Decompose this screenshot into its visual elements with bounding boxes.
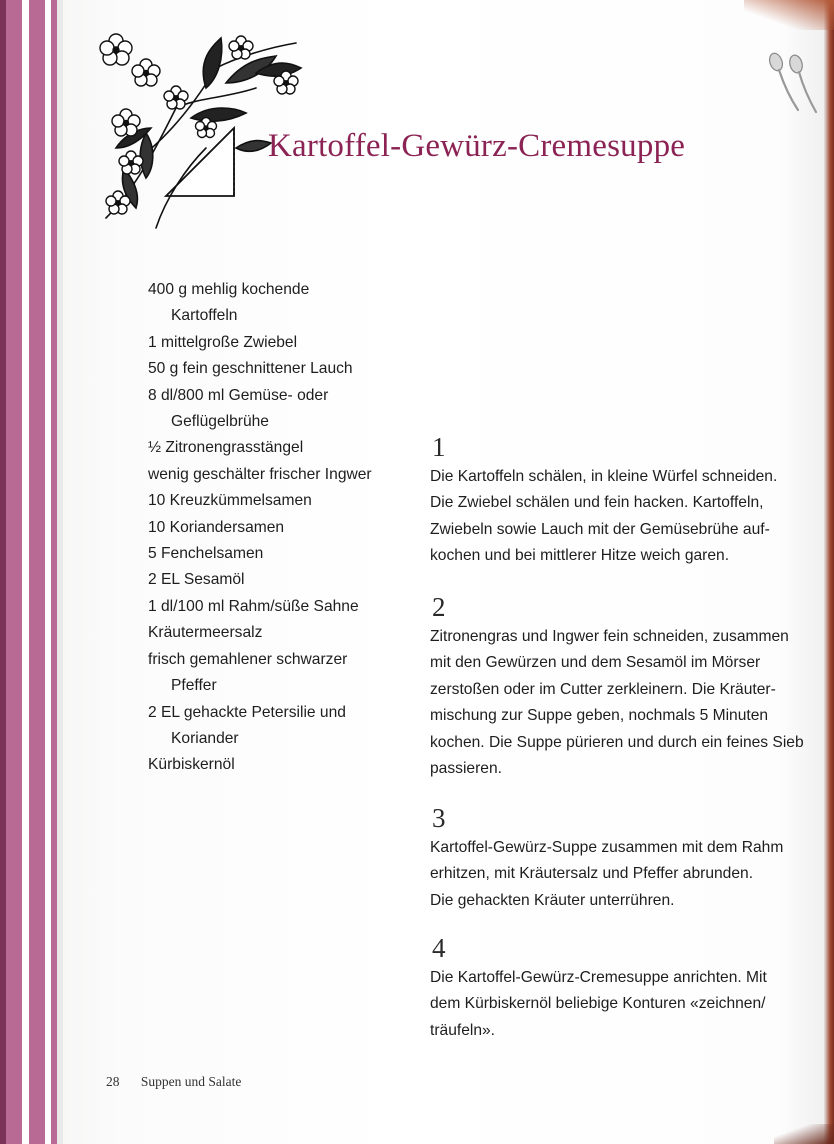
step-line: Zwiebeln sowie Lauch mit der Gemüsebrühe auf- — [430, 520, 770, 538]
step-line: mischung zur Suppe geben, nochmals 5 Minuten — [430, 707, 769, 725]
ingredient-line: 1 mittelgroße Zwiebel — [148, 333, 298, 351]
stripe-decoration — [6, 0, 22, 1144]
ingredient-item — [148, 330, 448, 356]
step-line: mit den Gewürzen und dem Sesamöl im Mörser — [430, 654, 761, 672]
book-cover-corner — [774, 1124, 834, 1144]
book-cover-corner — [744, 0, 834, 30]
step-number: 4 — [432, 933, 446, 963]
ingredient-line: frisch gemahlener schwarzer — [148, 650, 348, 668]
step-text — [430, 835, 810, 914]
book-cover-edge — [824, 0, 834, 1144]
ingredient-line: Kräutermeersalz — [148, 624, 263, 642]
step-line: Die Kartoffel-Gewürz-Cremesuppe anrichten. Mit — [430, 969, 767, 986]
ingredient-item — [148, 567, 448, 593]
step-line: Die Zwiebel schälen und fein hacken. Kartoffeln, — [430, 494, 764, 512]
spoons-icon — [760, 50, 830, 120]
ingredient-line: 2 EL gehackte Petersilie und — [148, 703, 346, 721]
step-number: 2 — [432, 592, 446, 622]
ingredient-line-continued: Geflügelbrühe — [171, 413, 269, 431]
ingredient-item — [148, 435, 448, 461]
ingredient-item — [148, 620, 448, 646]
step-line: dem Kürbiskernöl beliebige Konturen «zeichnen/ — [430, 995, 766, 1013]
step-line: Zitronengras und Ingwer fein schneiden, zusammen — [430, 628, 789, 645]
step-text — [430, 965, 810, 1044]
ingredient-line-continued: Koriander — [171, 729, 239, 747]
ingredient-line: 50 g fein geschnittener Lauch — [148, 360, 353, 378]
recipe-title: Kartoffel-Gewürz-Cremesuppe — [268, 128, 686, 164]
ingredient-item — [148, 647, 448, 700]
ingredient-line: wenig geschälter frischer Ingwer — [148, 465, 372, 483]
ingredient-line: ½ Zitronengrasstängel — [148, 439, 304, 457]
step-line: Die Kartoffeln schälen, in kleine Würfel schneiden. — [430, 468, 778, 485]
ingredient-line-continued: Kartoffeln — [171, 307, 238, 325]
ingredient-line: 10 Koriandersamen — [148, 518, 285, 536]
step-line: träufeln». — [430, 1021, 496, 1039]
ingredient-item — [148, 462, 448, 488]
step-text — [430, 464, 810, 570]
ingredient-line-continued: Pfeffer — [171, 677, 217, 695]
page-number: 28 — [106, 1074, 120, 1089]
step-line: Die gehackten Kräuter unterrühren. — [430, 891, 675, 909]
ingredient-item — [148, 594, 448, 620]
ingredient-line: 1 dl/100 ml Rahm/süße Sahne — [148, 597, 359, 615]
ingredient-line: 400 g mehlig kochende — [148, 281, 310, 298]
ingredient-item — [148, 541, 448, 567]
ingredient-item — [148, 752, 448, 778]
ingredient-line: Kürbiskernöl — [148, 756, 235, 774]
page-gutter — [57, 0, 63, 1144]
ingredient-line: 5 Fenchelsamen — [148, 545, 264, 563]
step-line: passieren. — [430, 760, 502, 778]
step-text — [430, 624, 810, 782]
ingredient-item — [148, 515, 448, 541]
section-name: Suppen und Salate — [140, 1074, 242, 1089]
page-footer — [106, 1074, 241, 1090]
ingredient-item — [148, 277, 448, 330]
stripe-decoration — [29, 0, 45, 1144]
ingredient-item — [148, 356, 448, 382]
step-line: Kartoffel-Gewürz-Suppe zusammen mit dem Rahm — [430, 839, 784, 856]
step-line: erhitzen, mit Kräutersalz und Pfeffer abrunden. — [430, 865, 754, 883]
ingredient-item — [148, 488, 448, 514]
step-number: 3 — [432, 803, 446, 833]
ingredient-item — [148, 383, 448, 436]
step-line: kochen und bei mittlerer Hitze weich garen. — [430, 547, 730, 565]
step-number: 1 — [432, 432, 446, 462]
ingredient-list — [148, 277, 448, 779]
stripe-gap — [22, 0, 29, 1144]
step-line: kochen. Die Suppe pürieren und durch ein feines Sieb — [430, 733, 804, 751]
step-line: zerstoßen oder im Cutter zerkleinern. Die Kräuter- — [430, 680, 776, 698]
ingredient-item — [148, 700, 448, 753]
ingredient-line: 10 Kreuzkümmelsamen — [148, 492, 312, 510]
ingredient-line: 8 dl/800 ml Gemüse- oder — [148, 386, 329, 404]
ingredient-line: 2 EL Sesamöl — [148, 571, 245, 589]
